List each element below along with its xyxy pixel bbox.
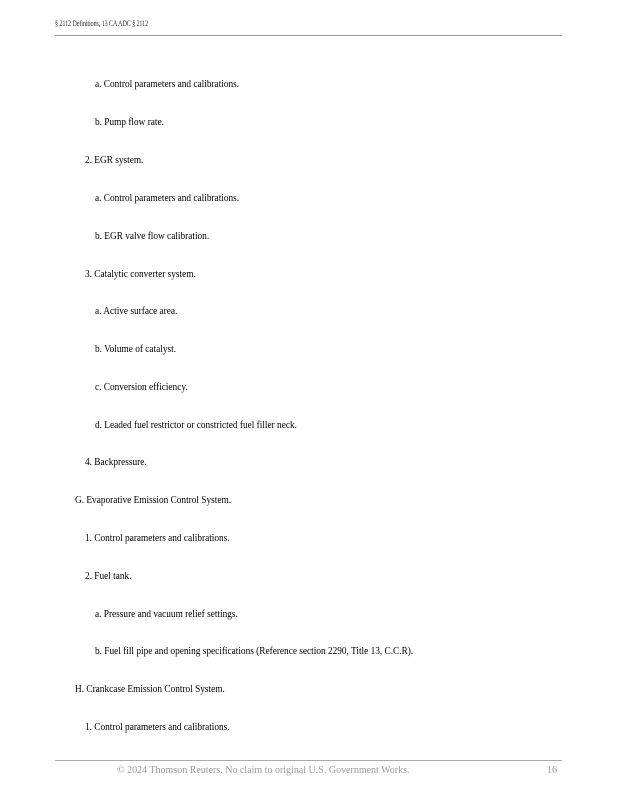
list-item: b. EGR valve flow calibration. xyxy=(95,231,210,242)
list-item: 1. Control parameters and calibrations. xyxy=(85,533,230,544)
section-heading: G. Evaporative Emission Control System. xyxy=(75,495,232,506)
list-item: 1. Control parameters and calibrations. xyxy=(85,722,230,733)
section-heading: H. Crankcase Emission Control System. xyxy=(75,684,225,695)
header-divider xyxy=(55,35,562,36)
list-item: a. Control parameters and calibrations. xyxy=(95,193,240,204)
page-number: 16 xyxy=(547,765,557,776)
list-item: a. Pressure and vacuum relief settings. xyxy=(95,609,238,620)
running-header: § 2112 Definitions, 13 CA ADC § 2112 xyxy=(55,19,149,28)
list-item: b. Fuel fill pipe and opening specifications (Reference section 2290, Title 13, C.C.R). xyxy=(95,646,414,657)
list-item: 3. Catalytic converter system. xyxy=(85,269,196,280)
list-item: 4. Backpressure. xyxy=(85,457,147,468)
footer-copyright: © 2024 Thomson Reuters. No claim to original U.S. Government Works. xyxy=(117,765,410,776)
list-item: 2. Fuel tank. xyxy=(85,571,132,582)
list-item: a. Control parameters and calibrations. xyxy=(95,79,240,90)
list-item: b. Pump flow rate. xyxy=(95,117,164,128)
list-item: c. Conversion efficiency. xyxy=(95,382,188,393)
list-item: 2. EGR system. xyxy=(85,155,144,166)
list-item: d. Leaded fuel restrictor or constricted fuel filler neck. xyxy=(95,420,297,431)
footer-divider xyxy=(55,760,562,761)
list-item: b. Volume of catalyst. xyxy=(95,344,177,355)
list-item: a. Active surface area. xyxy=(95,306,178,317)
